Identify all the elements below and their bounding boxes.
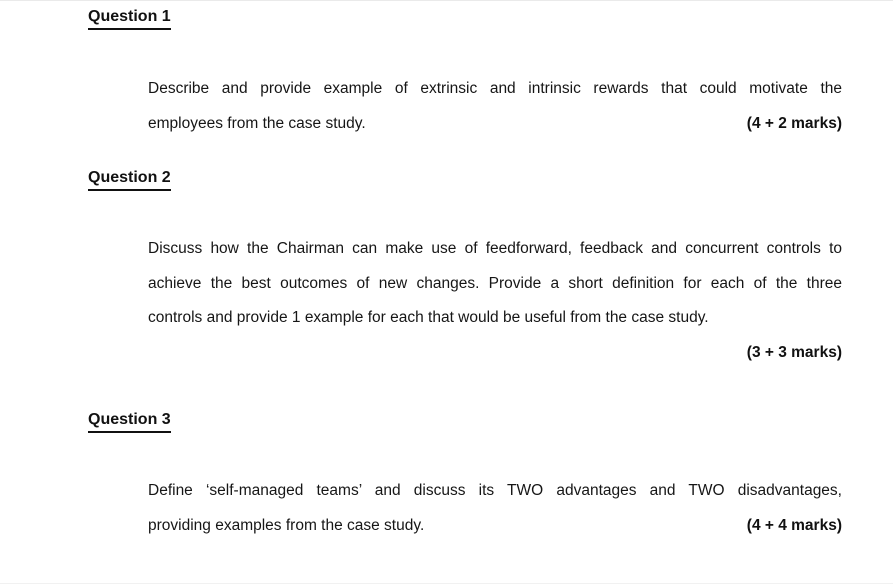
question-2-text-line: Discuss how the Chairman can make use of feedforward, feedback and concurrent controls to: [148, 240, 842, 257]
question-1-heading: [88, 7, 171, 30]
question-2-heading-text: Question 2: [88, 168, 171, 191]
question-2-text-line: achieve the best outcomes of new changes. Provide a short definition for each of the three: [148, 274, 842, 292]
question-2-marks-row: [148, 336, 842, 371]
question-2-text-line: controls and provide 1 example for each that would be useful from the case study.: [148, 309, 709, 327]
question-1-heading-text: Question 1: [88, 7, 171, 30]
question-1-text-line: employees from the case study.: [148, 114, 366, 132]
question-3-marks-label: (4 + 4 marks): [746, 516, 842, 534]
question-1-text-line: Describe and provide example of extrinsic and intrinsic rewards that could motivate the: [148, 80, 842, 97]
question-1-marks-label: (4 + 2 marks): [746, 114, 842, 132]
question-1-last-row: [148, 107, 842, 142]
question-2-heading: [88, 168, 171, 191]
question-3-heading-text: Question 3: [88, 410, 171, 433]
question-2-marks-label: (3 + 3 marks): [746, 343, 842, 361]
question-3-text-line: Define ‘self-managed teams’ and discuss its TWO advantages and TWO disadvantages,: [148, 482, 842, 499]
question-3-body: [148, 474, 842, 543]
question-3-heading: [88, 410, 171, 433]
question-2-body: [148, 232, 842, 370]
question-3-text-line: providing examples from the case study.: [148, 516, 425, 534]
question-1-body: [148, 72, 842, 141]
question-3-last-row: [148, 509, 842, 544]
